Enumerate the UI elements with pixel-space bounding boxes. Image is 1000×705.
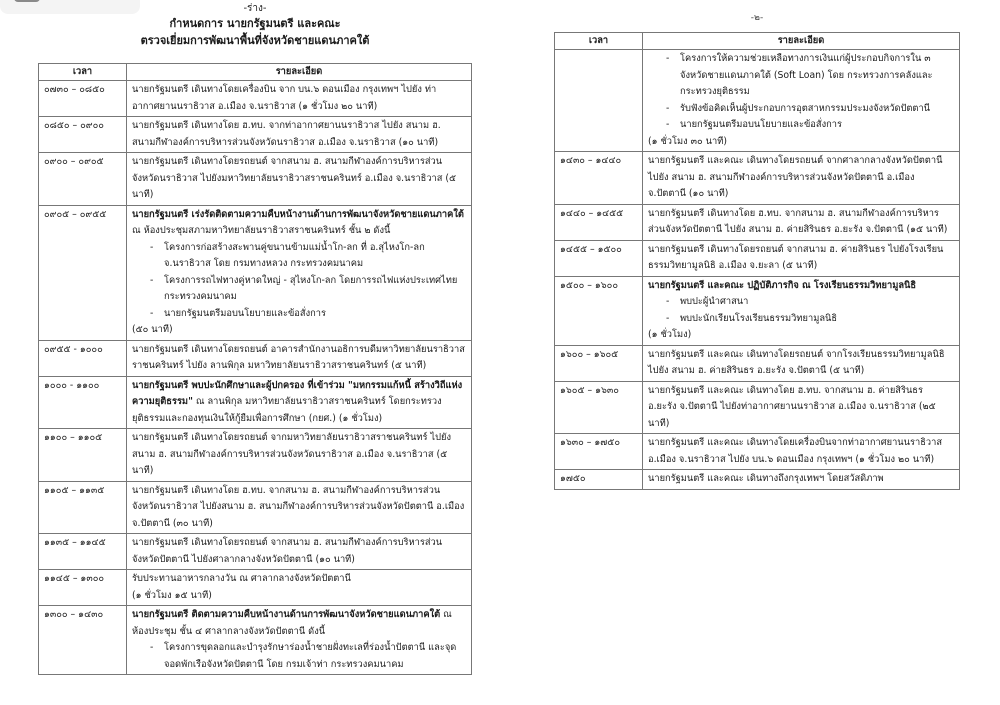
table-row xyxy=(39,534,472,570)
bullet-item: - โครงการก่อสร้างสะพานคู่ขนานข้ามแม่น้ำโก-ลก ที่ อ.สุไหงโก-ลก จ.นราธิวาส โดย กรมทางหลวง กระทรวงคมนาคม xyxy=(150,240,466,273)
row-detail-text: นายกรัฐมนตรี เดินทางโดยรถยนต์ จากสนาม ฮ. ค่ายสิรินธร ไปยังโรงเรียนธรรมวิทยามูลนิธิ อ.เมือง จ.ยะลา (๕ นาที) xyxy=(648,243,944,271)
table-row xyxy=(39,570,472,606)
row-time: ๑๖๓๐ – ๑๗๕๐ xyxy=(555,434,643,470)
row-detail xyxy=(127,429,472,482)
row-detail xyxy=(643,345,960,381)
row-time: ๑๔๓๐ – ๑๔๔๐ xyxy=(555,152,643,205)
row-detail-text: นายกรัฐมนตรี เดินทางโดยรถยนต์ จากสนาม ฮ. สนามกีฬาองค์การบริหารส่วนจังหวัดปัตตานี ไปยังศาลากลางจังหวัดปัตตานี (๑๐ นาที) xyxy=(132,537,443,565)
table-row xyxy=(39,81,472,117)
row-time: ๐๗๓๐ – ๐๘๕๐ xyxy=(39,81,127,117)
bullet-list xyxy=(648,51,954,134)
row-time: ๑๓๐๐ – ๑๔๓๐ xyxy=(39,606,127,675)
row-time: ๑๗๕๐ xyxy=(555,470,643,490)
document-page-2 xyxy=(554,0,960,490)
row-time: ๐๙๐๐ – ๐๙๐๕ xyxy=(39,153,127,206)
table-row xyxy=(39,117,472,153)
row-detail-text: ณ ห้องประชุมสภามหาวิทยาลัยนราธิวาสราชนครินทร์ ชั้น ๒ ดังนี้ xyxy=(132,225,391,236)
bullet-list xyxy=(648,294,954,327)
row-detail xyxy=(127,153,472,206)
table-row xyxy=(555,345,960,381)
table-row xyxy=(39,340,472,376)
bullet-item: - นายกรัฐมนตรีมอบนโยบายและข้อสั่งการ xyxy=(666,117,954,134)
row-detail xyxy=(127,81,472,117)
header-time: เวลา xyxy=(39,64,127,81)
bullet-list xyxy=(132,640,466,673)
row-time: ๑๑๐๕ – ๑๑๓๕ xyxy=(39,481,127,534)
table-row xyxy=(39,376,472,429)
row-detail-text: รับประทานอาหารกลางวัน ณ ศาลากลางจังหวัดปัตตานี xyxy=(132,573,351,584)
row-detail xyxy=(643,50,960,152)
bullet-item: - โครงการขุดลอกและบำรุงรักษาร่องน้ำชายฝั่งทะเลที่ร่องน้ำปัตตานี และจุดจอดพักเรือจังหวัดปัตตานี โดย กรมเจ้าท่า กระทรวงคมนาคม xyxy=(150,640,466,673)
table-row xyxy=(39,481,472,534)
row-detail-bold: นายกรัฐมนตรี เร่งรัดติดตามความคืบหน้างานด้านการพัฒนาจังหวัดชายแดนภาคใต้ xyxy=(132,208,464,220)
row-detail xyxy=(127,534,472,570)
table-row xyxy=(39,429,472,482)
row-time: ๑๑๐๐ – ๑๑๐๕ xyxy=(39,429,127,482)
row-detail-text: นายกรัฐมนตรี เดินทางโดยรถยนต์ จากมหาวิทยาลัยนราธิวาสราชนครินทร์ ไปยัง สนาม ฮ. สนามกีฬาองค์การบริหารส่วนจังหวัดนราธิวาส อ.เมือง จ.นราธิวาส (๕ นาที) xyxy=(132,432,451,476)
bullet-item: - นายกรัฐมนตรีมอบนโยบายและข้อสั่งการ xyxy=(150,306,466,323)
row-time: ๑๔๕๕ – ๑๕๐๐ xyxy=(555,240,643,276)
row-time: ๐๘๕๐ – ๐๙๐๐ xyxy=(39,117,127,153)
row-detail xyxy=(127,570,472,606)
tab-knob xyxy=(14,0,40,2)
bullet-item: - พบปะผู้นำศาสนา xyxy=(666,294,954,311)
row-detail xyxy=(643,381,960,434)
table-row xyxy=(555,434,960,470)
row-detail-text: นายกรัฐมนตรี เดินทางโดยเครื่องบิน จาก บน.๖ ดอนเมือง กรุงเทพฯ ไปยัง ท่าอากาศยานนราธิวาส อ.เมือง จ.นราธิวาส (๑ ชั่วโมง ๒๐ นาที) xyxy=(132,84,437,112)
row-time: ๑๑๔๕ – ๑๓๐๐ xyxy=(39,570,127,606)
row-detail-text: นายกรัฐมนตรี และคณะ เดินทางโดยรถยนต์ จากศาลากลางจังหวัดปัตตานี ไปยัง สนาม ฮ. สนามกีฬาองค์การบริหารส่วนจังหวัดปัตตานี อ.เมือง จ.ปัตตานี (๑๐ นาที) xyxy=(648,155,943,199)
document-page-1 xyxy=(38,0,472,675)
row-detail-text: นายกรัฐมนตรี เดินทางโดย ฮ.ทบ. จากท่าอากาศยานนราธิวาส ไปยัง สนาม ฮ. สนามกีฬาองค์การบริหารส่วนจังหวัดนราธิวาส อ.เมือง จ.นราธิวาส (๑๐ นาที) xyxy=(132,120,441,148)
row-detail-bold: นายกรัฐมนตรี ติดตามความคืบหน้างานด้านการพัฒนาจังหวัดชายแดนภาคใต้ xyxy=(132,609,441,620)
header-time: เวลา xyxy=(555,33,643,50)
row-detail xyxy=(643,276,960,345)
bullet-item: - โครงการรถไฟทางคู่หาดใหญ่ - สุไหงโก-ลก โดยการรถไฟแห่งประเทศไทย กระทรวงคมนาคม xyxy=(150,273,466,306)
bullet-list xyxy=(132,240,466,323)
row-detail-bold: นายกรัฐมนตรี และคณะ ปฏิบัติภารกิจ ณ โรงเรียนธรรมวิทยามูลนิธิ xyxy=(648,279,917,291)
row-duration: (๑ ชั่วโมง ๓๐ นาที) xyxy=(648,135,727,147)
table-header-row xyxy=(39,64,472,81)
row-duration: (๑ ชั่วโมง ๑๕ นาที) xyxy=(132,589,212,601)
table-row xyxy=(555,152,960,205)
row-time: ๑๑๓๕ – ๑๑๔๕ xyxy=(39,534,127,570)
header-detail: รายละเอียด xyxy=(127,64,472,81)
row-time: ๑๖๐๐ – ๑๖๐๕ xyxy=(555,345,643,381)
row-detail-text: นายกรัฐมนตรี และคณะ เดินทางโดยเครื่องบินจากท่าอากาศยานนราธิวาส อ.เมือง จ.นราธิวาส ไปยัง บน.๖ ดอนเมือง กรุงเทพฯ (๑ ชั่วโมง ๒๐ นาที) xyxy=(648,437,943,465)
table-row xyxy=(555,381,960,434)
schedule-table-page-1 xyxy=(38,63,472,675)
row-time: ๑๖๐๕ – ๑๖๓๐ xyxy=(555,381,643,434)
bullet-item: - พบปะนักเรียนโรงเรียนธรรมวิทยามูลนิธิ xyxy=(666,311,954,328)
row-time: ๑๐๐๐ - ๑๑๐๐ xyxy=(39,376,127,429)
document-title-line-2: ตรวจเยี่ยมการพัฒนาพื้นที่จังหวัดชายแดนภาคใต้ xyxy=(140,34,370,47)
row-duration: (๕๐ นาที) xyxy=(132,324,173,335)
row-detail-text: ณ ห้องประชุม ชั้น ๔ ศาลากลางจังหวัดปัตตานี ดังนี้ xyxy=(132,609,452,637)
row-detail-bold: นายกรัฐมนตรี พบปะนักศึกษาและผู้ปกครอง ที่เข้าร่วม "มหกรรมแก้หนี้ สร้างวิถีแห่งความยุติธรรม" xyxy=(132,379,463,407)
row-detail xyxy=(127,205,472,340)
row-detail xyxy=(127,606,472,675)
row-detail xyxy=(643,434,960,470)
draft-mark: -ร่าง- xyxy=(243,3,267,14)
table-row xyxy=(555,204,960,240)
row-detail-text: นายกรัฐมนตรี และคณะ เดินทางถึงกรุงเทพฯ โดยสวัสดิภาพ xyxy=(648,473,884,484)
table-row xyxy=(39,205,472,340)
row-time: ๐๙๕๕ - ๑๐๐๐ xyxy=(39,340,127,376)
row-time xyxy=(555,50,643,152)
page-number: -๒- xyxy=(750,13,764,23)
table-row xyxy=(555,470,960,490)
row-detail xyxy=(643,240,960,276)
row-detail-text: นายกรัฐมนตรี เดินทางโดยรถยนต์ อาคารสำนักงานอธิการบดีมหาวิทยาลัยนราธิวาสราชนครินทร์ ไปยัง ลานพิกุล มหาวิทยาลัยนราธิวาสราชนครินทร์ (๕ นาที) xyxy=(132,343,465,371)
row-detail-text: นายกรัฐมนตรี เดินทางโดย ฮ.ทบ. จากสนาม ฮ. สนามกีฬาองค์การบริหารส่วนจังหวัดนราธิวาส ไปยังสนาม ฮ. สนามกีฬาองค์การบริหารส่วนจังหวัดปัตตานี อ.เมือง จ.ปัตตานี (๓๐ นาที) xyxy=(132,484,465,529)
row-detail xyxy=(127,340,472,376)
schedule-table-page-2 xyxy=(554,32,960,490)
bullet-item: - โครงการให้ความช่วยเหลือทางการเงินแก่ผู้ประกอบกิจการใน ๓ จังหวัดชายแดนภาคใต้ (Soft Loan) โดย กระทรวงการคลังและกระทรวงยุติธรรม xyxy=(666,51,954,101)
row-detail xyxy=(643,204,960,240)
row-detail-text: นายกรัฐมนตรี และคณะ เดินทางโดย ฮ.ทบ. จากสนาม ฮ. ค่ายสิรินธร อ.ยะรัง จ.ปัตตานี ไปยังท่าอากาศยานนราธิวาส อ.เมือง จ.นราธิวาส (๒๕ นาที) xyxy=(648,384,936,429)
row-detail-text: นายกรัฐมนตรี เดินทางโดย ฮ.ทบ. จากสนาม ฮ. สนามกีฬาองค์การบริหารส่วนจังหวัดปัตตานี ไปยัง สนาม ฮ. ค่ายสิรินธร อ.ยะรัง จ.ปัตตานี (๑๕ นาที) xyxy=(648,207,948,235)
row-detail xyxy=(127,481,472,534)
table-row xyxy=(39,153,472,206)
row-detail-text: นายกรัฐมนตรี และคณะ เดินทางโดยรถยนต์ จากโรงเรียนธรรมวิทยามูลนิธิ ไปยัง สนาม ฮ. ค่ายสิรินธร อ.ยะรัง จ.ปัตตานี (๕ นาที) xyxy=(648,348,945,376)
row-detail xyxy=(127,117,472,153)
table-row xyxy=(555,240,960,276)
table-row xyxy=(555,50,960,152)
row-detail xyxy=(643,152,960,205)
row-time: ๑๕๐๐ – ๑๖๐๐ xyxy=(555,276,643,345)
row-time: ๑๔๔๐ – ๑๔๕๕ xyxy=(555,204,643,240)
row-detail xyxy=(127,376,472,429)
header-detail: รายละเอียด xyxy=(643,33,960,50)
bullet-item: - รับฟังข้อคิดเห็นผู้ประกอบการอุตสาหกรรมประมงจังหวัดปัตตานี xyxy=(666,101,954,118)
row-detail-text: นายกรัฐมนตรี เดินทางโดยรถยนต์ จากสนาม ฮ. สนามกีฬาองค์การบริหารส่วนจังหวัดนราธิวาส ไปยังมหาวิทยาลัยนราธิวาสราชนครินทร์ อ.เมือง จ.นราธิวาส (๕ นาที) xyxy=(132,156,457,200)
row-duration: (๑ ชั่วโมง) xyxy=(648,329,692,340)
table-row xyxy=(39,606,472,675)
table-row xyxy=(555,276,960,345)
row-detail-text: ณ ลานพิกุล มหาวิทยาลัยนราธิวาสราชนครินทร์ โดยกระทรวงยุติธรรมและกองทุนเงินให้กู้ยืมเพื่อการศึกษา (กยศ.) (๑ ชั่วโมง) xyxy=(132,396,442,424)
document-title-line-1: กำหนดการ นายกรัฐมนตรี และคณะ xyxy=(169,17,341,30)
table-header-row xyxy=(555,33,960,50)
row-detail xyxy=(643,470,960,490)
row-time: ๐๙๐๕ – ๐๙๕๕ xyxy=(39,205,127,340)
